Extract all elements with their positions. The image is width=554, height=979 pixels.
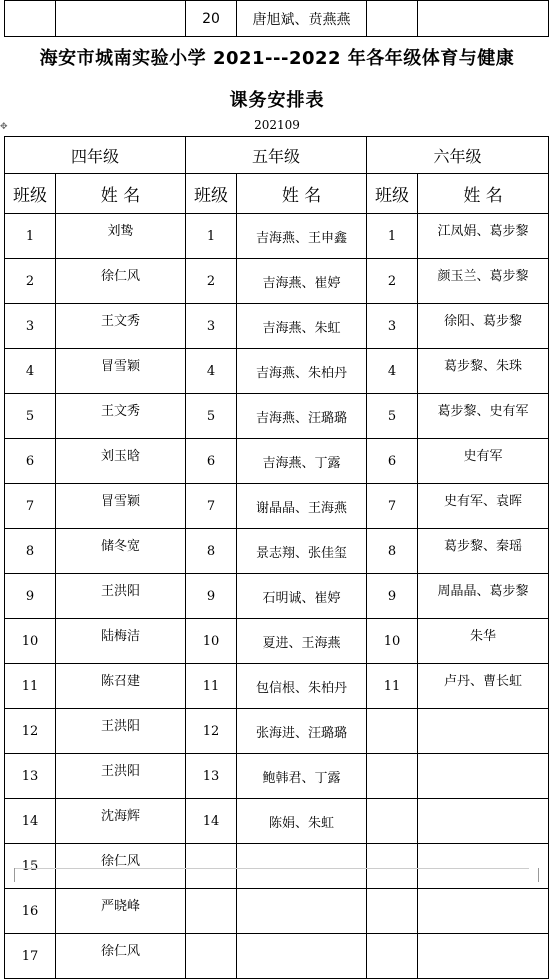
grade-6-teacher-cell: 史有军 xyxy=(418,439,549,484)
grade-5-class-cell: 4 xyxy=(186,349,237,394)
grade-4-class-cell: 6 xyxy=(5,439,56,484)
table-row xyxy=(5,394,549,439)
grade-6-teacher-cell xyxy=(418,934,549,979)
grade-4-teacher-cell: 冒雪颖 xyxy=(56,484,186,529)
grade-4-class-cell: 7 xyxy=(5,484,56,529)
grade-6-class-cell xyxy=(367,799,418,844)
table-row xyxy=(5,889,549,934)
grade-6-class-cell: 5 xyxy=(367,394,418,439)
grade-6-class-cell: 2 xyxy=(367,259,418,304)
grade-4-header: 四年级 xyxy=(5,137,186,174)
table-row xyxy=(5,754,549,799)
previous-table-tail xyxy=(4,0,549,37)
grade-6-teacher-cell xyxy=(418,799,549,844)
grade-4-class-cell: 17 xyxy=(5,934,56,979)
grade-6-teacher-cell: 颜玉兰、葛步黎 xyxy=(418,259,549,304)
grade-6-teacher-cell xyxy=(418,709,549,754)
grade-4-teacher-cell: 徐仁风 xyxy=(56,259,186,304)
grade-4-class-cell: 3 xyxy=(5,304,56,349)
name-column-header: 姓 名 xyxy=(237,174,367,214)
grade-4-teacher-cell: 陆梅洁 xyxy=(56,619,186,664)
grade-5-teacher-cell xyxy=(237,889,367,934)
grade-4-teacher-cell: 王文秀 xyxy=(56,394,186,439)
grade-5-class-cell xyxy=(186,934,237,979)
grade-5-class-cell: 8 xyxy=(186,529,237,574)
grade-4-teacher-cell: 王洪阳 xyxy=(56,709,186,754)
grade-6-teacher-cell: 朱华 xyxy=(418,619,549,664)
grade-6-class-cell: 1 xyxy=(367,214,418,259)
grade-5-teacher-cell: 吉海燕、朱柏丹 xyxy=(237,349,367,394)
grade-5-header: 五年级 xyxy=(186,137,367,174)
grade-6-class-cell xyxy=(367,754,418,799)
grade-4-teacher-cell: 刘鸷 xyxy=(56,214,186,259)
table-row xyxy=(5,799,549,844)
grade-4-class-cell: 5 xyxy=(5,394,56,439)
page-corner-mark xyxy=(528,868,539,882)
name-column-header: 姓 名 xyxy=(418,174,549,214)
grade-6-class-cell: 9 xyxy=(367,574,418,619)
grade-5-class-cell: 3 xyxy=(186,304,237,349)
grade-5-class-cell: 2 xyxy=(186,259,237,304)
grade-5-teacher-cell: 陈娟、朱虹 xyxy=(237,799,367,844)
grade-6-class-cell: 3 xyxy=(367,304,418,349)
grade-6-teacher-cell: 葛步黎、朱珠 xyxy=(418,349,549,394)
page-corner-mark xyxy=(14,868,25,882)
empty-cell xyxy=(5,1,56,37)
table-row xyxy=(5,574,549,619)
grade-6-class-cell: 6 xyxy=(367,439,418,484)
grade-6-class-cell: 7 xyxy=(367,484,418,529)
grade-4-teacher-cell: 沈海辉 xyxy=(56,799,186,844)
table-row xyxy=(5,934,549,979)
schedule-table xyxy=(4,136,549,979)
grade-4-class-cell: 10 xyxy=(5,619,56,664)
table-row xyxy=(5,214,549,259)
grade-5-class-cell: 11 xyxy=(186,664,237,709)
table-move-handle-icon[interactable]: ✥ xyxy=(0,122,8,132)
grade-4-class-cell: 11 xyxy=(5,664,56,709)
grade-5-teacher-cell: 景志翔、张佳玺 xyxy=(237,529,367,574)
grade-5-teacher-cell: 吉海燕、丁露 xyxy=(237,439,367,484)
grade-5-teacher-cell: 石明诚、崔婷 xyxy=(237,574,367,619)
grade-5-class-cell: 5 xyxy=(186,394,237,439)
grade-6-teacher-cell: 葛步黎、史有军 xyxy=(418,394,549,439)
grade-4-class-cell: 9 xyxy=(5,574,56,619)
empty-cell xyxy=(367,1,418,37)
grade-6-teacher-cell: 徐阳、葛步黎 xyxy=(418,304,549,349)
table-row xyxy=(5,484,549,529)
empty-cell xyxy=(418,1,549,37)
grade-5-teacher-cell: 吉海燕、汪璐璐 xyxy=(237,394,367,439)
grade-5-teacher-cell: 吉海燕、王申鑫 xyxy=(237,214,367,259)
grade-4-teacher-cell: 刘玉晗 xyxy=(56,439,186,484)
grade-4-class-cell: 4 xyxy=(5,349,56,394)
grade-4-teacher-cell: 王洪阳 xyxy=(56,754,186,799)
grade-4-class-cell: 8 xyxy=(5,529,56,574)
teacher-names-cell: 唐旭斌、贲燕燕 xyxy=(237,1,367,37)
grade-6-class-cell: 11 xyxy=(367,664,418,709)
table-row xyxy=(5,529,549,574)
grade-4-class-cell: 16 xyxy=(5,889,56,934)
grade-6-class-cell: 4 xyxy=(367,349,418,394)
grade-4-teacher-cell: 徐仁风 xyxy=(56,934,186,979)
grade-5-class-cell xyxy=(186,844,237,889)
grade-6-teacher-cell: 江凤娟、葛步黎 xyxy=(418,214,549,259)
class-column-header: 班级 xyxy=(367,174,418,214)
grade-5-class-cell: 14 xyxy=(186,799,237,844)
grade-4-teacher-cell: 储冬宽 xyxy=(56,529,186,574)
grade-4-teacher-cell: 严晓峰 xyxy=(56,889,186,934)
grade-4-class-cell: 15 xyxy=(5,844,56,889)
class-column-header: 班级 xyxy=(5,174,56,214)
grade-5-teacher-cell: 吉海燕、崔婷 xyxy=(237,259,367,304)
grade-6-header: 六年级 xyxy=(367,137,549,174)
grade-5-teacher-cell: 吉海燕、朱虹 xyxy=(237,304,367,349)
grade-4-class-cell: 12 xyxy=(5,709,56,754)
grade-4-teacher-cell: 陈召建 xyxy=(56,664,186,709)
grade-5-class-cell: 10 xyxy=(186,619,237,664)
grade-5-teacher-cell: 张海进、汪璐璐 xyxy=(237,709,367,754)
grade-4-teacher-cell: 王文秀 xyxy=(56,304,186,349)
grade-6-class-cell: 8 xyxy=(367,529,418,574)
grade-6-teacher-cell: 周晶晶、葛步黎 xyxy=(418,574,549,619)
class-number-cell: 20 xyxy=(186,1,237,37)
class-column-header: 班级 xyxy=(186,174,237,214)
grade-6-class-cell xyxy=(367,934,418,979)
grade-5-teacher-cell: 夏进、王海燕 xyxy=(237,619,367,664)
grade-6-class-cell xyxy=(367,709,418,754)
grade-4-teacher-cell: 徐仁风 xyxy=(56,844,186,889)
document-subtitle: 课务安排表 xyxy=(229,90,325,111)
grade-5-teacher-cell xyxy=(237,934,367,979)
grade-4-teacher-cell: 王洪阳 xyxy=(56,574,186,619)
table-row xyxy=(5,664,549,709)
grade-6-class-cell xyxy=(367,889,418,934)
grade-4-class-cell: 14 xyxy=(5,799,56,844)
document-title: 海安市城南实验小学 2021---2022 年各年级体育与健康 xyxy=(39,48,515,69)
grade-5-class-cell: 1 xyxy=(186,214,237,259)
grade-5-teacher-cell: 鲍韩君、丁露 xyxy=(237,754,367,799)
grade-6-class-cell: 10 xyxy=(367,619,418,664)
grade-5-class-cell: 7 xyxy=(186,484,237,529)
grade-4-teacher-cell: 冒雪颖 xyxy=(56,349,186,394)
table-row xyxy=(5,259,549,304)
grade-4-class-cell: 2 xyxy=(5,259,56,304)
grade-4-class-cell: 13 xyxy=(5,754,56,799)
grade-5-teacher-cell xyxy=(237,844,367,889)
empty-cell xyxy=(56,1,186,37)
date-code: 202109 xyxy=(254,118,300,132)
grade-6-teacher-cell: 葛步黎、秦瑶 xyxy=(418,529,549,574)
grade-5-teacher-cell: 谢晶晶、王海燕 xyxy=(237,484,367,529)
table-row xyxy=(5,439,549,484)
table-row xyxy=(5,844,549,889)
grade-5-class-cell: 6 xyxy=(186,439,237,484)
table-row xyxy=(5,709,549,754)
name-column-header: 姓 名 xyxy=(56,174,186,214)
table-row xyxy=(5,619,549,664)
grade-6-teacher-cell: 史有军、袁晖 xyxy=(418,484,549,529)
table-row xyxy=(5,349,549,394)
table-row xyxy=(5,304,549,349)
page-bottom-margin-line xyxy=(14,868,529,869)
grade-5-class-cell: 9 xyxy=(186,574,237,619)
grade-6-teacher-cell: 卢丹、曹长虹 xyxy=(418,664,549,709)
grade-5-class-cell: 12 xyxy=(186,709,237,754)
grade-4-class-cell: 1 xyxy=(5,214,56,259)
grade-5-class-cell xyxy=(186,889,237,934)
grade-5-class-cell: 13 xyxy=(186,754,237,799)
grade-5-teacher-cell: 包信根、朱柏丹 xyxy=(237,664,367,709)
grade-6-teacher-cell xyxy=(418,889,549,934)
grade-6-class-cell xyxy=(367,844,418,889)
grade-6-teacher-cell xyxy=(418,754,549,799)
